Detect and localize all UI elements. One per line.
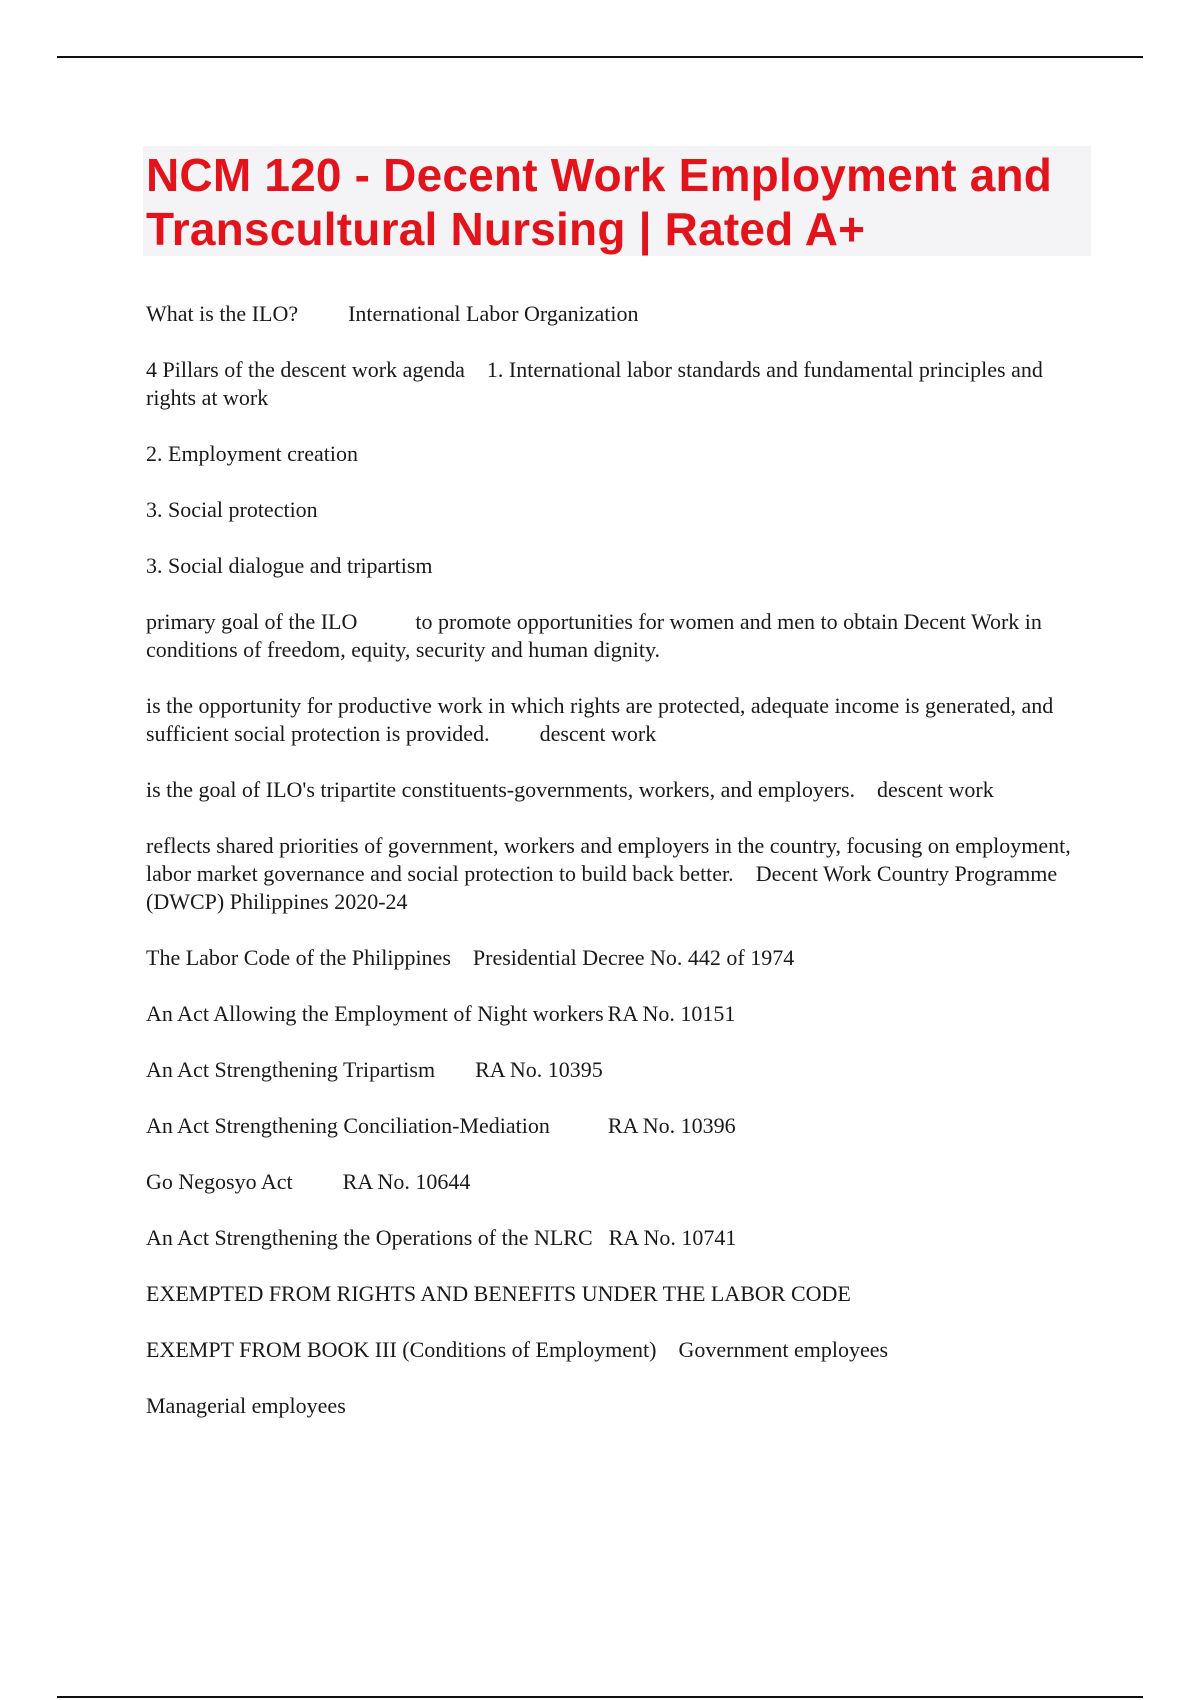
term: is the opportunity for productive work in which rights are protected, adequate income is generated, and sufficient social protection is provided. xyxy=(146,693,1054,746)
definition: 1. International labor standards and fundamental principles and rights at work xyxy=(146,357,1043,410)
definition: RA No. 10644 xyxy=(342,1169,471,1194)
term: Managerial employees xyxy=(146,1393,346,1418)
flashcard-entry xyxy=(146,832,1090,916)
term: 2. Employment creation xyxy=(146,441,358,466)
term: 3. Social dialogue and tripartism xyxy=(146,553,433,578)
term: is the goal of ILO's tripartite constituents-governments, workers, and employers. xyxy=(146,777,856,802)
flashcard-entry xyxy=(146,356,1090,412)
definition: descent work xyxy=(877,777,994,802)
term: What is the ILO? xyxy=(146,301,299,326)
term: primary goal of the ILO xyxy=(146,609,358,634)
definition: RA No. 10396 xyxy=(607,1113,736,1138)
definition: Decent Work Country Programme (DWCP) Philippines 2020-24 xyxy=(146,861,1058,914)
flashcard-entry xyxy=(146,496,1090,524)
term: reflects shared priorities of government, workers and employers in the country, focusing on employment, labor market governance and social protection to build back better. xyxy=(146,833,1071,886)
flashcard-entry xyxy=(146,1056,1090,1084)
term: Go Negosyo Act xyxy=(146,1169,293,1194)
definition: International Labor Organization xyxy=(348,301,639,326)
definition: RA No. 10151 xyxy=(607,1001,736,1026)
document-title: NCM 120 - Decent Work Employment and Transcultural Nursing | Rated A+ xyxy=(146,149,1053,255)
header-rule xyxy=(57,56,1143,58)
flashcard-entry xyxy=(146,944,1090,972)
definition: RA No. 10395 xyxy=(475,1057,603,1082)
definition: to promote opportunities for women and men to obtain Decent Work in conditions of freedom, equity, security and human dignity. xyxy=(146,609,1042,662)
flashcard-list xyxy=(146,300,1090,1448)
flashcard-entry xyxy=(146,692,1090,748)
section-heading xyxy=(146,1280,1090,1308)
flashcard-entry xyxy=(146,1112,1090,1140)
term: An Act Allowing the Employment of Night workers xyxy=(146,1001,604,1026)
flashcard-entry xyxy=(146,552,1090,580)
definition: descent work xyxy=(539,721,657,746)
definition: Government employees xyxy=(678,1337,889,1362)
flashcard-entry xyxy=(146,1168,1090,1196)
flashcard-entry xyxy=(146,1224,1090,1252)
flashcard-entry xyxy=(146,1336,1090,1364)
title-banner xyxy=(143,146,1091,256)
flashcard-entry xyxy=(146,300,1090,328)
flashcard-entry xyxy=(146,776,1090,804)
term: An Act Strengthening Tripartism xyxy=(146,1057,436,1082)
term: 4 Pillars of the descent work agenda xyxy=(146,357,465,382)
definition: RA No. 10741 xyxy=(608,1225,737,1250)
flashcard-entry xyxy=(146,608,1090,664)
definition: Presidential Decree No. 442 of 1974 xyxy=(472,945,795,970)
footer-rule xyxy=(57,1696,1143,1698)
term: An Act Strengthening Conciliation-Mediation xyxy=(146,1113,550,1138)
term: The Labor Code of the Philippines xyxy=(146,945,451,970)
term: An Act Strengthening the Operations of the NLRC xyxy=(146,1225,593,1250)
term: EXEMPT FROM BOOK III (Conditions of Employment) xyxy=(146,1337,657,1362)
term: 3. Social protection xyxy=(146,497,318,522)
term: EXEMPTED FROM RIGHTS AND BENEFITS UNDER THE LABOR CODE xyxy=(146,1281,851,1306)
flashcard-entry xyxy=(146,440,1090,468)
flashcard-entry xyxy=(146,1392,1090,1420)
flashcard-entry xyxy=(146,1000,1090,1028)
